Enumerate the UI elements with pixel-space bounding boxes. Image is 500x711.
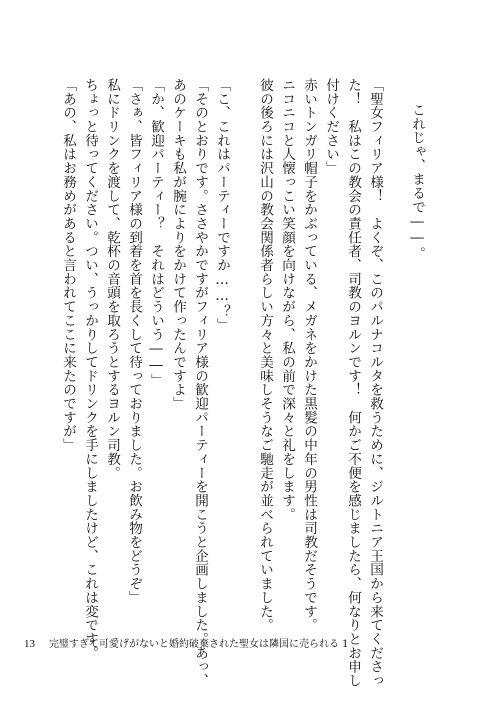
text-column: 「こ、これはパーティーですか……？」 — [214, 78, 230, 333]
text-column: ニコニコと人懐っこい笑顔を向けながら、私の前で深々と礼をします。 — [279, 78, 295, 522]
text-column: 赤いトンガリ帽子をかぶっている、メガネをかけた黒髪の中年の男性は司教だそうです。 — [301, 78, 317, 632]
text-column: ちょっと待ってください。つい、うっかりしてドリンクを手にしましたけど、これは変です。 — [82, 78, 98, 660]
running-title: 完璧すぎて可愛げがないと婚約破棄された聖女は隣国に売られる 1 — [49, 639, 349, 650]
text-column: 「聖女フィリア様！ よくぞ、このパルナコルタを救うために、ジルトニア王国から来てくださっ — [367, 78, 383, 688]
page-footer — [24, 634, 484, 654]
text-column: 「か、歓迎パーティー？ それはどういう――」 — [148, 78, 164, 388]
text-column: 付けください」 — [323, 78, 339, 175]
text-column: 彼の後ろには沢山の教会関係者らしい方々と美味しそうなご馳走が並べられていました。 — [257, 78, 273, 632]
text-column: あのケーキも私が腕によりをかけて作ったんですよ」 — [170, 78, 186, 411]
text-column: 私にドリンクを渡して、乾杯の音頭を取ろうとするヨルン司教。 — [104, 78, 120, 480]
text-column: 「あの、私はお務めがあると言われてここに来たのですが」 — [60, 78, 76, 452]
text-column: これじゃ、まるで――。 — [409, 103, 425, 261]
text-column: 「そのとおりです。ささやかですがフィリア様の歓迎パーティーを開こうと企画しました。あっ、 — [192, 78, 208, 688]
text-column: た！ 私はこの教会の責任者、司教のヨルンです！ 何かご不便を感じましたら、何なりとお申し — [345, 78, 361, 688]
page-number: 13 — [24, 638, 35, 650]
text-column: 「さぁ、皆フィリア様の到着を首を長くして待っておりました。お飲み物をどうぞ」 — [126, 78, 142, 605]
